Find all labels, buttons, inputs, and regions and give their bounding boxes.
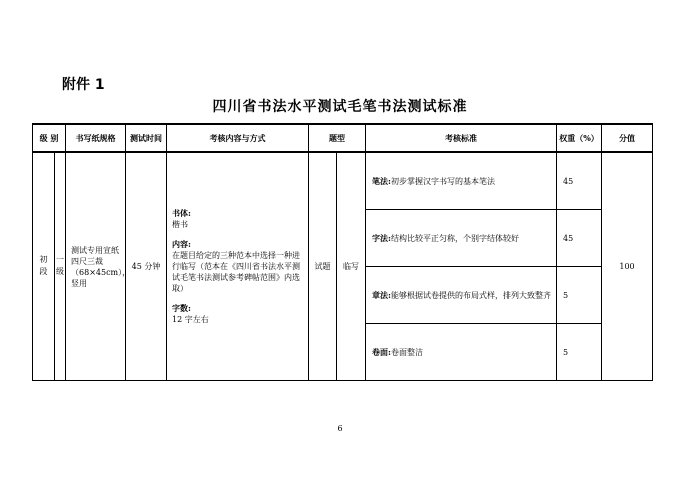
header-score: 分值	[602, 124, 653, 152]
criteria-text: 初步掌握汉字书写的基本笔法	[390, 176, 495, 186]
content-label: 内容:	[172, 239, 191, 249]
criteria-label: 卷面:	[372, 346, 391, 357]
table-header-row	[33, 124, 653, 152]
content-cell	[167, 152, 309, 381]
header-weight: 权重（%）	[557, 124, 602, 152]
header-level: 级 别	[33, 124, 66, 152]
table-row	[33, 152, 653, 210]
criteria-label: 字法:	[372, 232, 391, 243]
attachment-label: 附件 1	[62, 77, 105, 93]
time-cell: 45 分钟	[126, 152, 167, 381]
page-number: 6	[337, 424, 343, 433]
criteria-label: 笔法:	[372, 175, 391, 186]
criteria-text: 结构比较平正匀称，个别字结体较好	[390, 233, 519, 243]
score-cell: 100	[602, 152, 653, 381]
criteria-cell	[366, 267, 557, 324]
criteria-cell	[366, 324, 557, 381]
header-question-type: 题型	[309, 124, 366, 152]
criteria-text: 能够根据试卷提供的布局式样，排列大致整齐	[390, 290, 551, 300]
criteria-text: 卷面整洁	[390, 347, 423, 357]
header-content: 考核内容与方式	[167, 124, 309, 152]
question-type-main-cell: 试题	[309, 152, 337, 381]
level-sub-cell: 一级	[55, 152, 66, 381]
criteria-label: 章法:	[372, 289, 391, 300]
paper-spec-cell: 测试专用宣纸四尺三裁（68×45cm），竖用	[66, 152, 126, 381]
content-value: 在题目给定的三种范本中选择一种进行临写（范本在《四川省书法水平测试毛笔书法测试参考碑帖范围》内选取）	[172, 251, 301, 293]
weight-cell: 45	[557, 152, 602, 210]
count-label: 字数:	[172, 303, 191, 313]
level-main-cell: 初段	[33, 152, 55, 381]
header-paper: 书写纸规格	[66, 124, 126, 152]
page-title: 四川省书法水平测试毛笔书法测试标准	[212, 99, 468, 115]
font-value: 楷书	[172, 220, 189, 229]
standards-table	[32, 123, 653, 381]
weight-cell: 45	[557, 210, 602, 267]
header-time: 测试时间	[126, 124, 167, 152]
criteria-cell	[366, 152, 557, 210]
header-criteria: 考核标准	[366, 124, 557, 152]
weight-cell: 5	[557, 324, 602, 381]
font-label: 书体:	[172, 208, 191, 218]
weight-cell: 5	[557, 267, 602, 324]
criteria-cell	[366, 210, 557, 267]
question-type-sub-cell: 临写	[337, 152, 366, 381]
count-value: 12 字左右	[172, 315, 209, 324]
